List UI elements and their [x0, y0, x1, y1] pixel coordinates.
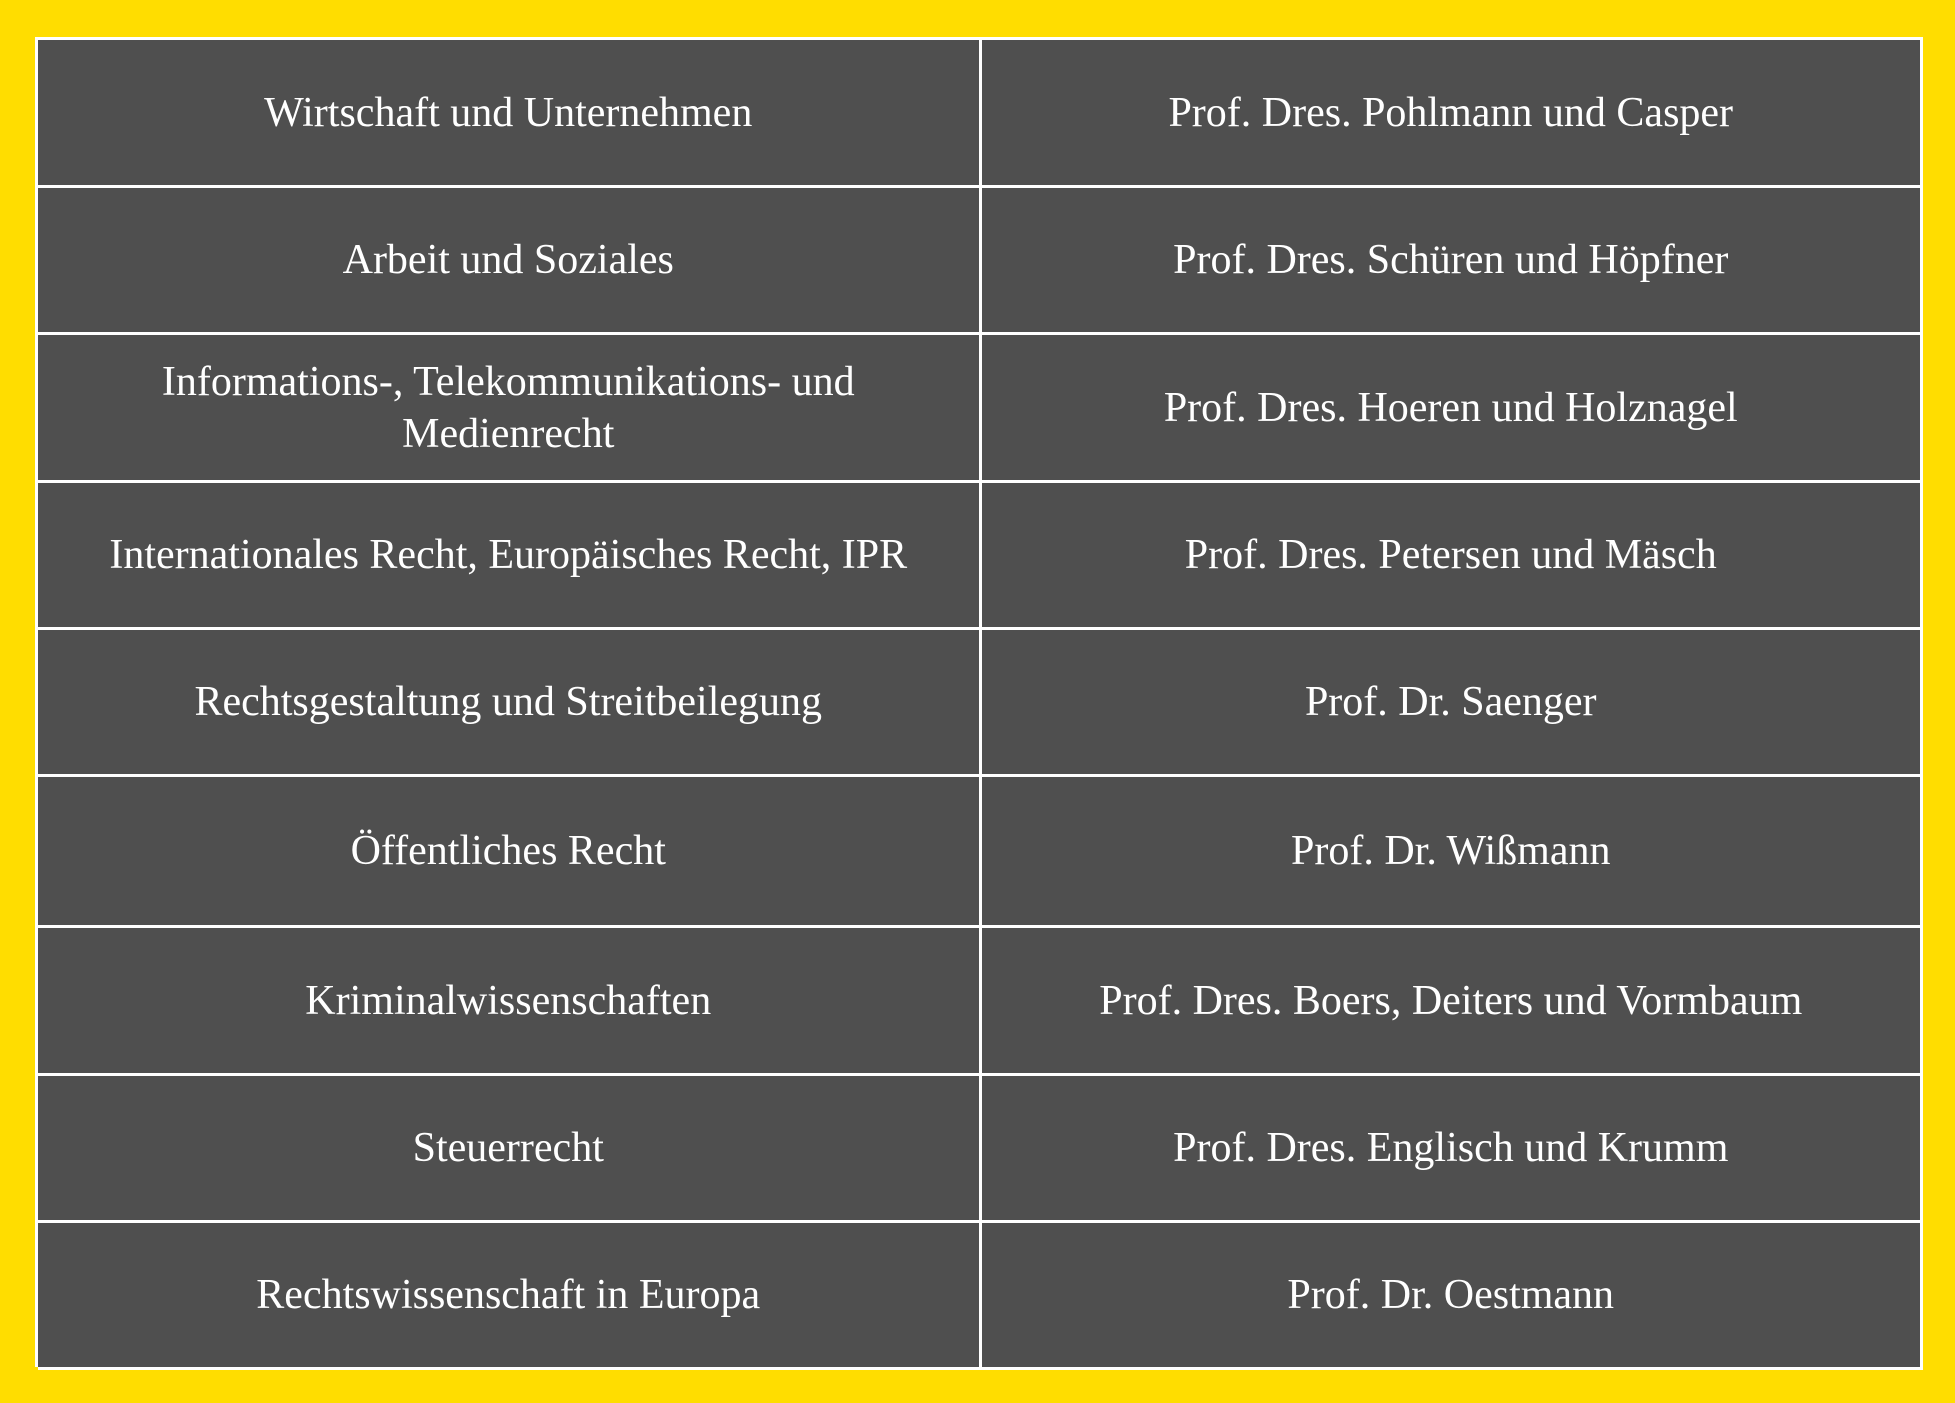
research-area-cell: Kriminalwissenschaften	[38, 928, 982, 1073]
table-row	[38, 483, 1923, 630]
table-row	[38, 1223, 1923, 1370]
table-row	[38, 928, 1923, 1076]
research-area-cell: Arbeit und Soziales	[38, 188, 982, 332]
research-area-cell: Rechtswissenschaft in Europa	[38, 1223, 982, 1367]
research-area-cell: Wirtschaft und Unternehmen	[38, 40, 982, 185]
table-row	[38, 40, 1923, 188]
professors-cell: Prof. Dres. Englisch und Krumm	[982, 1076, 1924, 1220]
table-row	[38, 188, 1923, 335]
research-area-cell: Informations-, Telekommunikations- und Medienrecht	[38, 335, 982, 480]
table-row	[38, 1076, 1923, 1223]
professors-cell: Prof. Dres. Schüren und Höpfner	[982, 188, 1924, 332]
professors-cell: Prof. Dr. Saenger	[982, 630, 1924, 774]
table-row	[38, 777, 1923, 928]
table-row	[38, 630, 1923, 777]
research-areas-table	[35, 37, 1923, 1367]
professors-cell: Prof. Dres. Hoeren und Holznagel	[982, 335, 1924, 480]
research-area-cell: Internationales Recht, Europäisches Recht, IPR	[38, 483, 982, 627]
professors-cell: Prof. Dr. Wißmann	[982, 777, 1924, 925]
professors-cell: Prof. Dres. Petersen und Mäsch	[982, 483, 1924, 627]
table-row	[38, 335, 1923, 483]
research-area-cell: Öffentliches Recht	[38, 777, 982, 925]
research-area-cell: Rechtsgestaltung und Streitbeilegung	[38, 630, 982, 774]
professors-cell: Prof. Dr. Oestmann	[982, 1223, 1924, 1367]
professors-cell: Prof. Dres. Boers, Deiters und Vormbaum	[982, 928, 1924, 1073]
research-area-cell: Steuerrecht	[38, 1076, 982, 1220]
professors-cell: Prof. Dres. Pohlmann und Casper	[982, 40, 1924, 185]
